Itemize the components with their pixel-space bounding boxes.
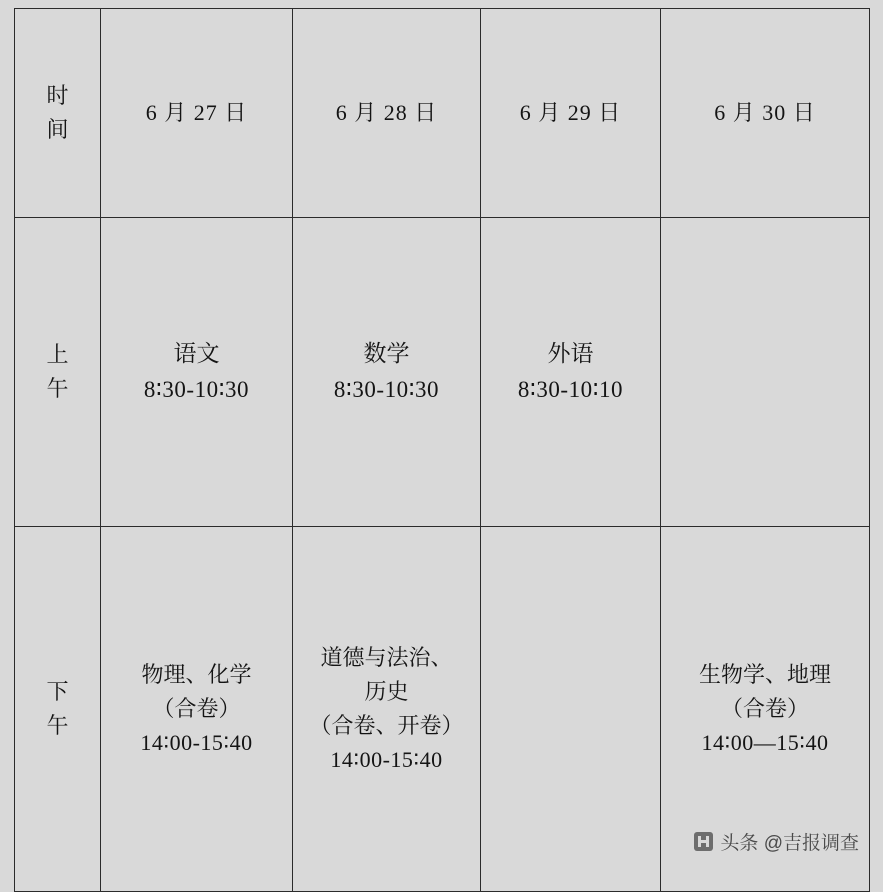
cell-afternoon-day2-note: （合卷、开卷） — [309, 713, 464, 738]
header-cell-time — [15, 9, 101, 218]
cell-morning-day1-subject: 语文 — [173, 341, 220, 367]
cell-morning-day2-time: 8∶30-10∶30 — [333, 377, 440, 402]
row-label-morning-line-2: 午 — [46, 376, 69, 401]
cell-afternoon-day4-note: （合卷） — [720, 695, 809, 721]
cell-morning-day3-time: 8∶30-10∶10 — [517, 377, 624, 402]
cell-morning-day1-time: 8∶30-10∶30 — [143, 377, 250, 402]
row-label-afternoon-line-1: 下 — [46, 678, 69, 704]
row-label-morning-line-1: 上 — [46, 341, 69, 367]
header-cell-date-2: 6 月 28 日 — [293, 9, 481, 218]
cell-afternoon-day4-subject: 生物学、地理 — [698, 661, 831, 687]
exam-schedule-table — [14, 8, 870, 892]
cell-afternoon-day4-time: 14∶00—15∶40 — [701, 730, 829, 756]
watermark-text: 头条 @吉报调查 — [720, 833, 859, 854]
cell-afternoon-day2-time: 14∶00-15∶40 — [330, 747, 443, 773]
toutiao-logo-icon — [694, 832, 713, 851]
cell-afternoon-day1-time: 14∶00-15∶40 — [140, 730, 253, 756]
cell-afternoon-day1-note: （合卷） — [152, 695, 241, 721]
cell-morning-day1 — [101, 218, 293, 527]
table-row-morning — [15, 218, 870, 527]
cell-morning-day4-empty — [661, 218, 870, 527]
header-time-line-2: 间 — [46, 117, 69, 142]
cell-afternoon-day2 — [293, 527, 481, 892]
table-header-row — [15, 9, 870, 218]
header-cell-date-3: 6 月 29 日 — [481, 9, 661, 218]
row-label-afternoon-line-2: 午 — [46, 713, 69, 738]
cell-afternoon-day1-subject: 物理、化学 — [141, 661, 252, 687]
header-cell-date-4: 6 月 30 日 — [661, 9, 870, 218]
row-label-morning — [15, 218, 101, 527]
cell-afternoon-day3-empty — [481, 527, 661, 892]
cell-afternoon-day1 — [101, 527, 293, 892]
header-cell-date-1: 6 月 27 日 — [101, 9, 293, 218]
cell-morning-day3-subject: 外语 — [547, 341, 594, 367]
watermark — [694, 828, 859, 855]
cell-afternoon-day2-subject-1: 道德与法治、 — [320, 644, 453, 670]
cell-morning-day3 — [481, 218, 661, 527]
header-time-line-1: 时 — [46, 82, 69, 108]
cell-morning-day2 — [293, 218, 481, 527]
row-label-afternoon — [15, 527, 101, 892]
cell-morning-day2-subject: 数学 — [363, 341, 410, 367]
cell-afternoon-day2-subject-2: 历史 — [364, 678, 409, 704]
